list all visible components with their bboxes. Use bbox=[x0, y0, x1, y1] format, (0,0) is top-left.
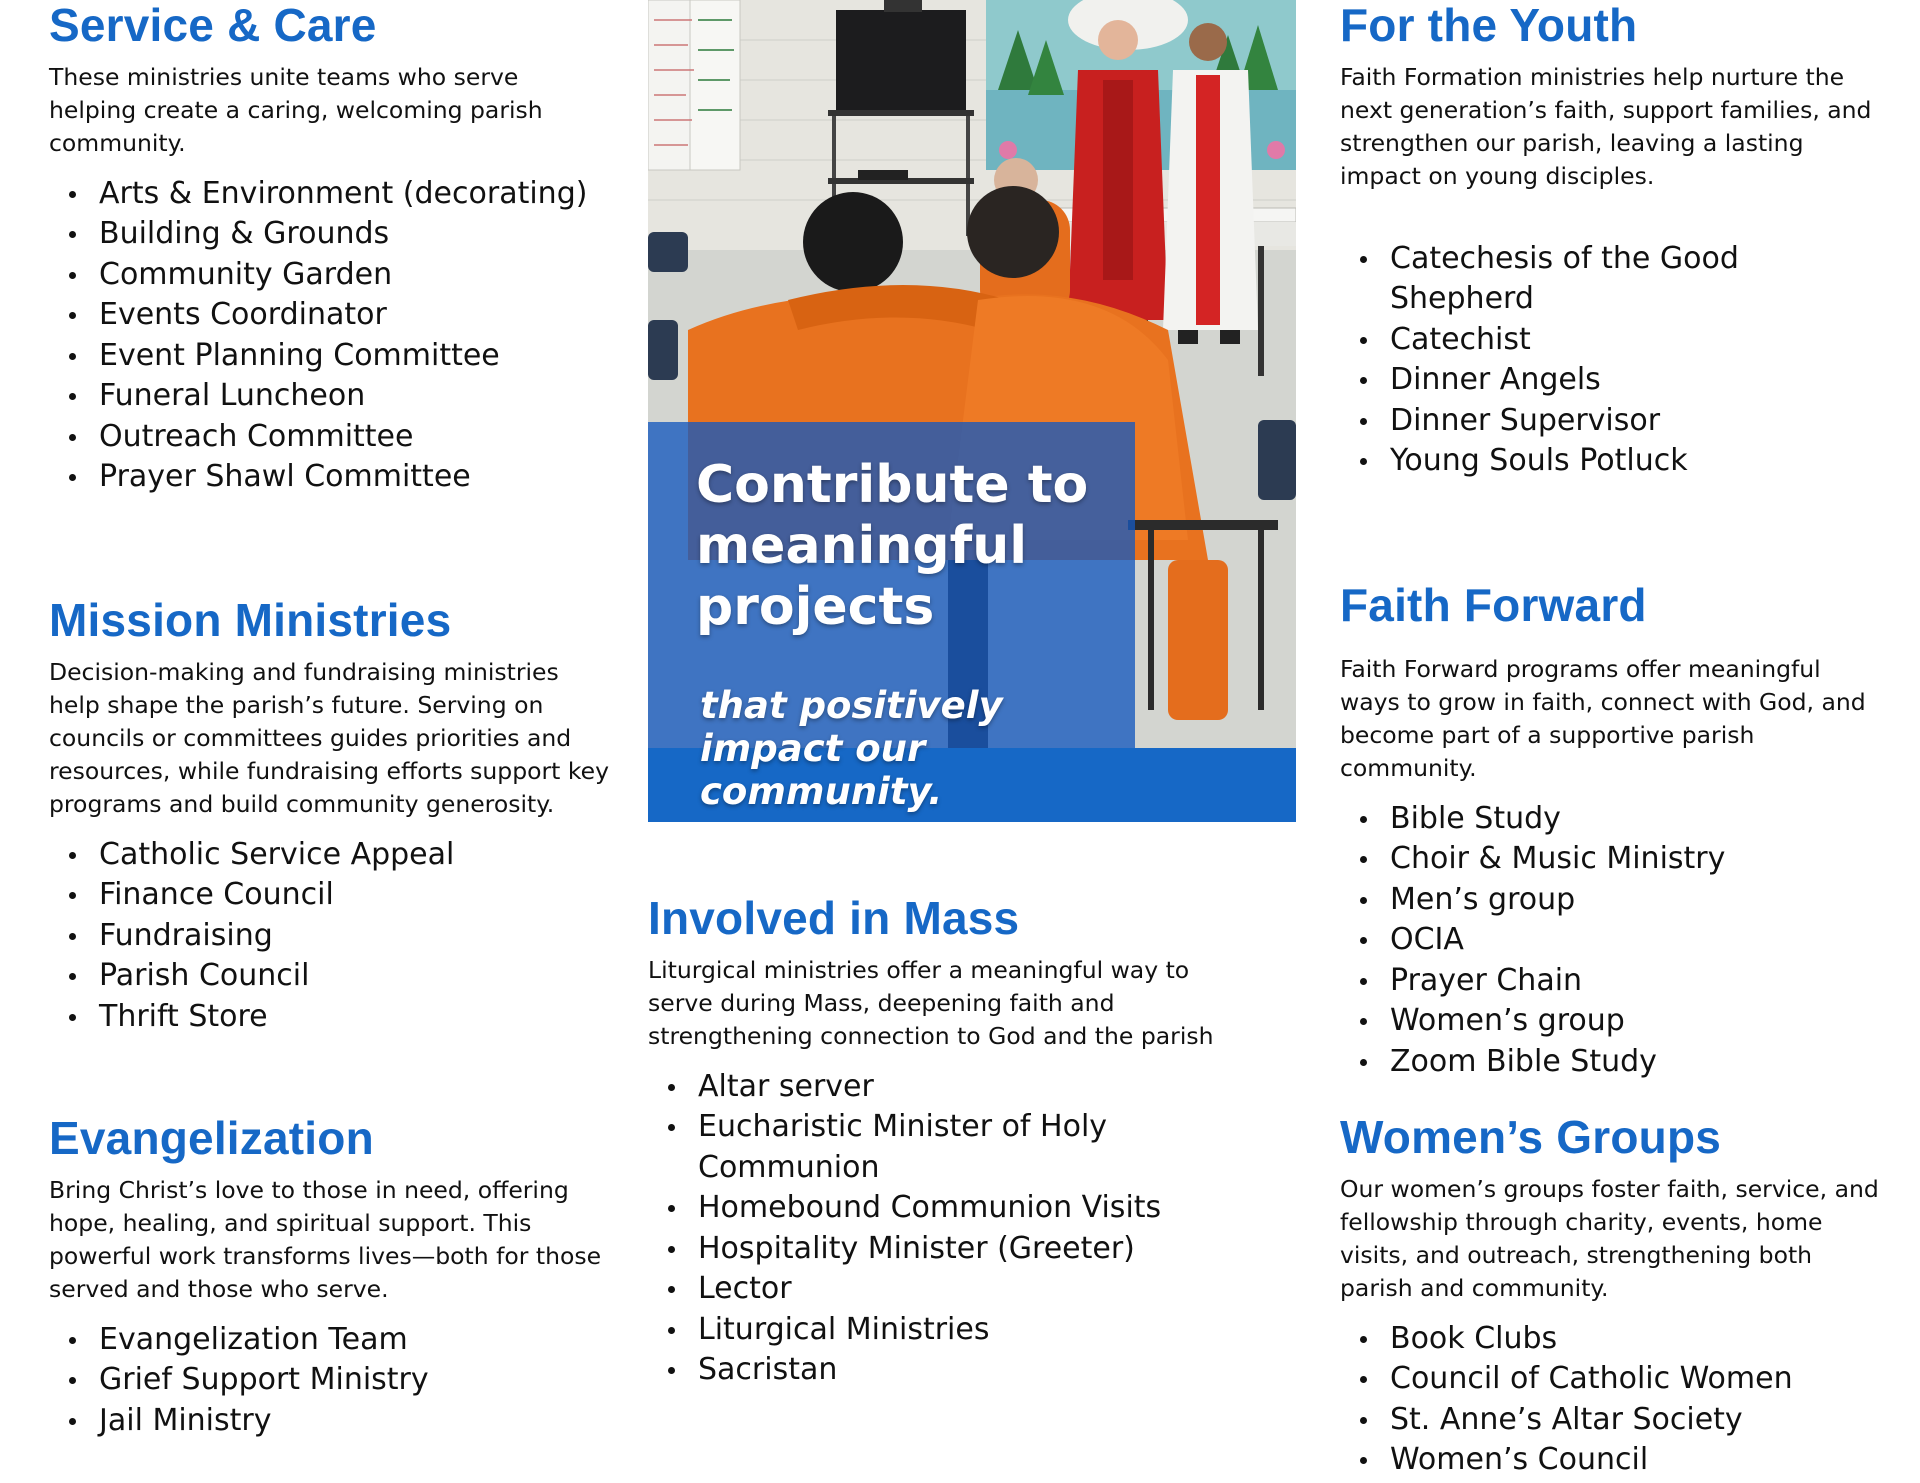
list-item: Dinner Angels bbox=[1390, 360, 1880, 401]
list-item: Dinner Supervisor bbox=[1390, 401, 1880, 442]
list-item: Women’s Council bbox=[1390, 1440, 1880, 1481]
list-item: Funeral Luncheon bbox=[99, 376, 609, 417]
section-title: Service & Care bbox=[49, 0, 377, 51]
list-item: Outreach Committee bbox=[99, 417, 609, 458]
section-description: Faith Forward programs offer meaningful ways to grow in faith, connect with God, and become part of a supportive parish community. bbox=[1340, 654, 1866, 782]
ministry-list bbox=[1340, 1319, 1880, 1481]
ministry-list bbox=[49, 1320, 629, 1442]
list-item: Zoom Bible Study bbox=[1390, 1042, 1880, 1083]
list-item: Parish Council bbox=[99, 956, 609, 997]
list-item: Event Planning Committee bbox=[99, 336, 609, 377]
ministry-list bbox=[648, 1067, 1218, 1391]
list-item: Choir & Music Ministry bbox=[1390, 839, 1880, 880]
photo-subline: that positively impact our community. bbox=[700, 684, 1003, 813]
ministry-photo bbox=[648, 0, 1296, 822]
ministry-list bbox=[49, 174, 609, 498]
list-item: Grief Support Ministry bbox=[99, 1360, 629, 1401]
section-description: Faith Formation ministries help nurture the next generation’s faith, support families, and strengthen our parish, leaving a lasting impact on young disciples. bbox=[1340, 62, 1872, 190]
list-item: Sacristan bbox=[698, 1350, 1218, 1391]
section-service-care bbox=[49, 0, 609, 498]
list-item: Building & Grounds bbox=[99, 214, 609, 255]
list-item: Prayer Chain bbox=[1390, 961, 1880, 1002]
section-evangelization bbox=[49, 1113, 629, 1441]
section-title: Women’s Groups bbox=[1340, 1111, 1722, 1163]
list-item: Hospitality Minister (Greeter) bbox=[698, 1229, 1218, 1270]
section-mission-ministries bbox=[49, 595, 609, 1037]
section-title: Faith Forward bbox=[1340, 579, 1647, 631]
section-description: Our women’s groups foster faith, service, and fellowship through charity, events, home visits, and outreach, strengthening both parish and community. bbox=[1340, 1174, 1879, 1302]
list-item: Council of Catholic Women bbox=[1390, 1359, 1880, 1400]
section-title: Evangelization bbox=[49, 1112, 374, 1164]
list-item: Jail Ministry bbox=[99, 1401, 629, 1442]
list-item: Prayer Shawl Committee bbox=[99, 457, 609, 498]
photo-headline: Contribute to meaningful projects bbox=[696, 455, 1089, 637]
list-item: Homebound Communion Visits bbox=[698, 1188, 1218, 1229]
list-item: Young Souls Potluck bbox=[1390, 441, 1880, 482]
list-item: Catechist bbox=[1390, 320, 1880, 361]
section-description: Decision-making and fundraising ministries help shape the parish’s future. Serving on councils or committees guides priorities and resources, while fundraising efforts support key programs and build community generosity. bbox=[49, 657, 609, 818]
list-item: Finance Council bbox=[99, 875, 609, 916]
section-womens-groups bbox=[1340, 1112, 1880, 1481]
list-item: Community Garden bbox=[99, 255, 609, 296]
list-item: Eucharistic Minister of Holy Communion bbox=[698, 1107, 1218, 1188]
list-item: Evangelization Team bbox=[99, 1320, 629, 1361]
section-for-the-youth bbox=[1340, 0, 1880, 482]
list-item: Women’s group bbox=[1390, 1001, 1880, 1042]
list-item: Thrift Store bbox=[99, 997, 609, 1038]
list-item: OCIA bbox=[1390, 920, 1880, 961]
ministry-list bbox=[1340, 239, 1880, 482]
list-item: Liturgical Ministries bbox=[698, 1310, 1218, 1351]
section-description: Bring Christ’s love to those in need, offering hope, healing, and spiritual support. This powerful work transforms lives—both for those served and those who serve. bbox=[49, 1175, 602, 1303]
list-item: Book Clubs bbox=[1390, 1319, 1880, 1360]
list-item: Events Coordinator bbox=[99, 295, 609, 336]
list-item: St. Anne’s Altar Society bbox=[1390, 1400, 1880, 1441]
list-item: Catholic Service Appeal bbox=[99, 835, 609, 876]
section-description: These ministries unite teams who serve helping create a caring, welcoming parish community. bbox=[49, 62, 543, 157]
ministry-list bbox=[1340, 799, 1880, 1083]
list-item: Arts & Environment (decorating) bbox=[99, 174, 609, 215]
section-title: Involved in Mass bbox=[648, 892, 1020, 944]
section-title: Mission Ministries bbox=[49, 594, 452, 646]
list-item: Catechesis of the Good Shepherd bbox=[1390, 239, 1880, 320]
list-item: Men’s group bbox=[1390, 880, 1880, 921]
list-item: Lector bbox=[698, 1269, 1218, 1310]
section-involved-in-mass bbox=[648, 893, 1218, 1391]
section-title: For the Youth bbox=[1340, 0, 1638, 51]
list-item: Bible Study bbox=[1390, 799, 1880, 840]
ministry-list bbox=[49, 835, 609, 1038]
section-description: Liturgical ministries offer a meaningful way to serve during Mass, deepening faith and strengthening connection to God and the parish bbox=[648, 955, 1214, 1050]
list-item: Fundraising bbox=[99, 916, 609, 957]
list-item: Altar server bbox=[698, 1067, 1218, 1108]
section-faith-forward bbox=[1340, 580, 1880, 1082]
